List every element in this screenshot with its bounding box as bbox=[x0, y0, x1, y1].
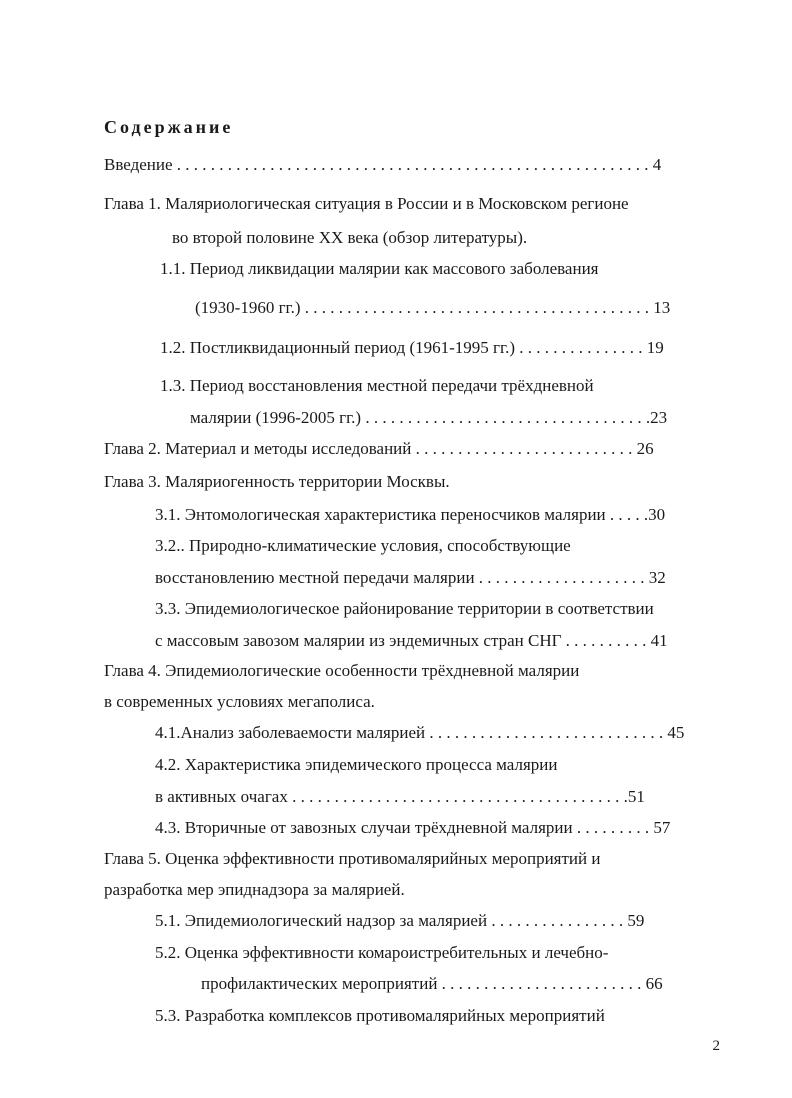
toc-line-section-5-1: 5.1. Эпидемиологический надзор за малярией . . . . . . . . . . . . . . . . 59 bbox=[155, 911, 645, 930]
toc-line-chapter-1-cont: во второй половине XX века (обзор литературы). bbox=[172, 228, 528, 247]
page-title: Содержание bbox=[104, 117, 234, 137]
toc-line-section-4-2: 4.2. Характеристика эпидемического процесса малярии bbox=[155, 755, 558, 774]
toc-line-section-1-2: 1.2. Постликвидационный период (1961-1995 гг.) . . . . . . . . . . . . . . . 19 bbox=[160, 338, 664, 357]
toc-line-section-5-2: 5.2. Оценка эффективности комароистребительных и лечебно- bbox=[155, 943, 609, 962]
toc-line-section-3-2-cont: восстановлению местной передачи малярии . . . . . . . . . . . . . . . . . . . . 32 bbox=[155, 568, 666, 587]
toc-line-section-4-2-cont: в активных очагах . . . . . . . . . . . . . . . . . . . . . . . . . . . . . . . . . . . . . . . .51 bbox=[155, 787, 645, 806]
toc-line-chapter-5-cont: разработка мер эпиднадзора за малярией. bbox=[104, 880, 405, 899]
toc-line-section-1-1: 1.1. Период ликвидации малярии как массового заболевания bbox=[160, 259, 599, 278]
toc-line-section-4-1: 4.1.Анализ заболеваемости малярией . . . . . . . . . . . . . . . . . . . . . . . . . . . . 45 bbox=[155, 723, 685, 742]
toc-line-section-3-3: 3.3. Эпидемиологическое районирование территории в соответствии bbox=[155, 599, 654, 618]
toc-line-section-5-3: 5.3. Разработка комплексов противомалярийных мероприятий bbox=[155, 1006, 605, 1025]
toc-line-chapter-4: Глава 4. Эпидемиологические особенности трёхдневной малярии bbox=[104, 661, 580, 680]
page-number: 2 bbox=[712, 1038, 720, 1054]
toc-line-chapter-3: Глава 3. Маляриогенность территории Москвы. bbox=[104, 472, 450, 491]
toc-line-chapter-1: Глава 1. Маляриологическая ситуация в России и в Московском регионе bbox=[104, 194, 629, 213]
toc-line-section-1-1-cont: (1930-1960 гг.) . . . . . . . . . . . . . . . . . . . . . . . . . . . . . . . . . . . . . . . . . 13 bbox=[195, 298, 671, 317]
toc-line-section-1-3-cont: малярии (1996-2005 гг.) . . . . . . . . . . . . . . . . . . . . . . . . . . . . . . . . . .23 bbox=[190, 408, 668, 427]
toc-line-section-4-3: 4.3. Вторичные от завозных случаи трёхдневной малярии . . . . . . . . . 57 bbox=[155, 818, 671, 837]
toc-line-introduction: Введение . . . . . . . . . . . . . . . . . . . . . . . . . . . . . . . . . . . . . . . . . . . . . . . . . . . . . . . . 4 bbox=[104, 155, 662, 174]
toc-line-chapter-5: Глава 5. Оценка эффективности противомалярийных мероприятий и bbox=[104, 849, 601, 868]
toc-line-section-5-2-cont: профилактических мероприятий . . . . . . . . . . . . . . . . . . . . . . . . 66 bbox=[201, 974, 663, 993]
toc-line-section-1-3: 1.3. Период восстановления местной передачи трёхдневной bbox=[160, 376, 594, 395]
toc-line-section-3-3-cont: с массовым завозом малярии из эндемичных стран СНГ . . . . . . . . . . 41 bbox=[155, 631, 668, 650]
toc-line-chapter-4-cont: в современных условиях мегаполиса. bbox=[104, 692, 375, 711]
toc-line-section-3-2: 3.2.. Природно-климатические условия, способствующие bbox=[155, 536, 571, 555]
toc-line-section-3-1: 3.1. Энтомологическая характеристика переносчиков малярии . . . . .30 bbox=[155, 505, 666, 524]
toc-line-chapter-2: Глава 2. Материал и методы исследований . . . . . . . . . . . . . . . . . . . . . . . . . . 26 bbox=[104, 439, 654, 458]
